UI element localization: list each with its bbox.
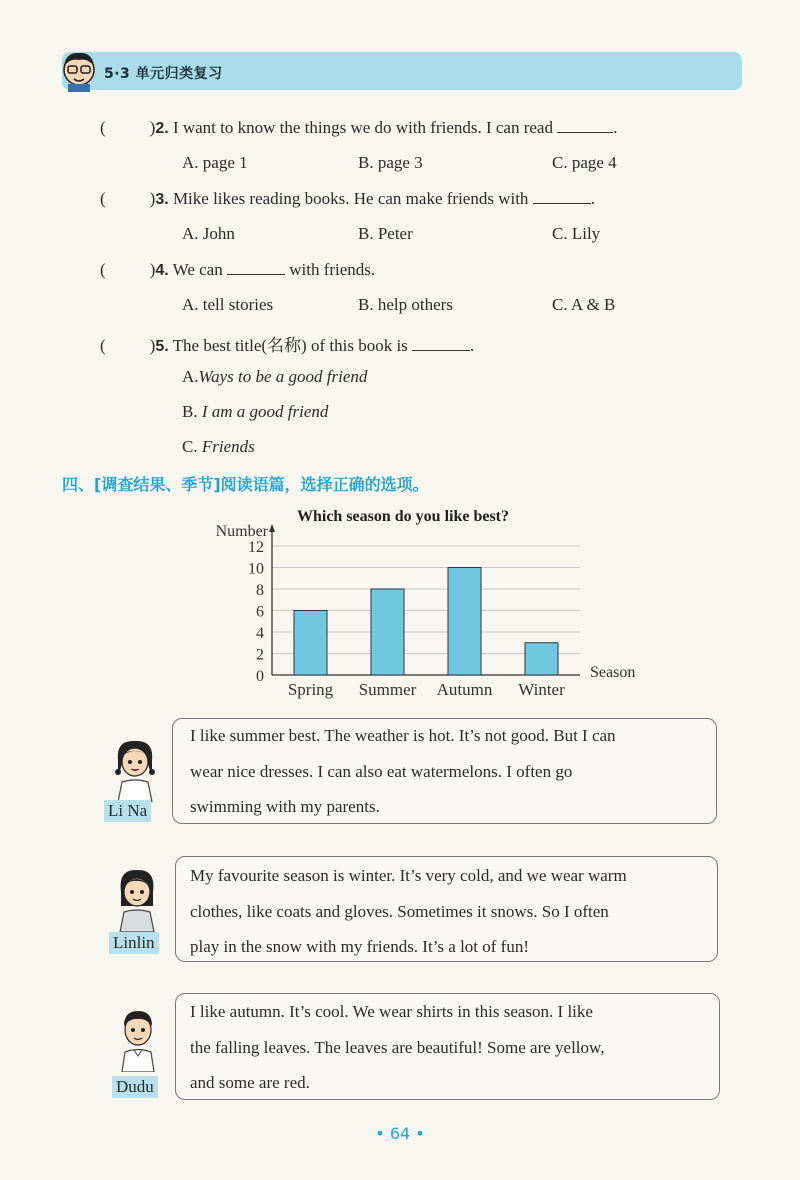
question-number: 2. [155,120,169,137]
x-tick-label: Winter [518,680,565,699]
y-tick-label: 8 [256,582,264,599]
answer-paren-open: ( [100,118,106,137]
question-text-end: . [470,336,475,355]
bar [294,611,327,676]
answer-blank [227,274,285,275]
option-c [182,437,255,457]
y-tick-label: 10 [248,560,264,578]
answer-paren-close: ) [149,189,156,208]
speech-line: play in the snow with my friends. It’s a lot of fun! [190,937,530,956]
option-c: C. A & B [552,295,616,314]
y-tick-label: 0 [256,668,264,685]
y-axis-label: Number [215,523,268,540]
chart-title: Which season do you like best? [296,508,510,525]
girl-avatar-icon [110,738,160,802]
option-text: Friends [201,437,255,456]
question-2 [100,118,617,138]
question-text: The best title(名称) of this book is [172,336,408,355]
option-text: Ways to be a good friend [198,367,368,386]
bar [448,568,481,676]
answer-blank [412,350,470,351]
x-tick-label: Autumn [436,680,493,699]
answer-blank [557,132,613,133]
question-text-end: . [613,118,618,137]
answer-paren-open: ( [100,260,106,279]
speech-line: I like summer best. The weather is hot. It’s not good. But I can [190,726,616,745]
question-text: Mike likes reading books. He can make friends with [172,189,529,208]
speech-line: I like autumn. It’s cool. We wear shirts in this season. I like [190,1002,593,1021]
answer-paren-close: ) [149,336,156,355]
option-b [182,402,328,422]
speaker-name-tag: Linlin [109,932,159,954]
speech-line: My favourite season is winter. It’s very cold, and we wear warm [190,866,627,885]
answer-blank [533,203,591,204]
question-number: 4. [155,262,169,279]
speaker-name-tag: Dudu [112,1076,158,1098]
option-a [182,367,367,387]
speech-text [190,858,627,965]
question-text-end: with friends. [289,260,376,279]
option-a: A. John [182,224,235,243]
header-title: 5·3 单元归类复习 [104,66,223,82]
y-tick-label: 2 [256,646,264,664]
speech-text [190,994,604,1101]
x-tick-label: Summer [358,680,417,699]
question-4 [100,260,375,280]
option-a: A. tell stories [182,295,274,314]
speech-line: clothes, like coats and gloves. Sometimes it snows. So I often [190,901,609,921]
question-number: 3. [155,191,169,208]
option-letter: C. [182,437,198,456]
girl-avatar-icon [112,866,162,932]
bar [371,589,404,675]
section-heading: 四、[调查结果、季节]阅读语篇，选择正确的选项。 [62,475,429,494]
question-text: We can [172,260,223,279]
boy-mascot-icon [58,48,100,92]
y-tick-label: 12 [248,539,264,556]
boy-avatar-icon [114,1006,162,1072]
page-number: • 64 • [375,1124,425,1143]
option-letter: B. [182,402,198,421]
speech-line: wear nice dresses. I can also eat watermelons. I often go [190,761,573,781]
answer-paren-open: ( [100,336,106,355]
option-letter: A. [182,367,199,386]
option-c: C. page 4 [552,153,617,172]
option-text: I am a good friend [201,402,329,421]
answer-paren-open: ( [100,189,106,208]
answer-paren-close: ) [149,118,156,137]
x-tick-label: Spring [287,680,334,699]
option-b: B. Peter [358,224,413,243]
x-axis-label: Season [590,664,636,681]
bar [525,643,558,675]
option-b: B. page 3 [358,153,423,172]
y-axis-arrow [269,524,275,532]
option-b: B. help others [358,295,453,314]
question-number: 5. [155,338,169,355]
speech-line: the falling leaves. The leaves are beautiful! Some are yellow, [190,1037,605,1057]
speech-text [190,718,616,825]
speech-line: and some are red. [190,1073,310,1092]
option-a: A. page 1 [182,153,248,172]
question-text-end: . [590,189,595,208]
y-tick-label: 6 [256,603,264,621]
y-tick-label: 4 [256,625,264,642]
question-text: I want to know the things we do with friends. I can read [172,118,553,137]
question-5 [100,331,474,356]
season-bar-chart [190,502,660,707]
speaker-name-tag: Li Na [104,800,151,822]
answer-paren-close: ) [149,260,156,279]
option-c: C. Lily [552,224,601,243]
speech-line: swimming with my parents. [190,797,380,816]
question-3 [100,189,595,209]
